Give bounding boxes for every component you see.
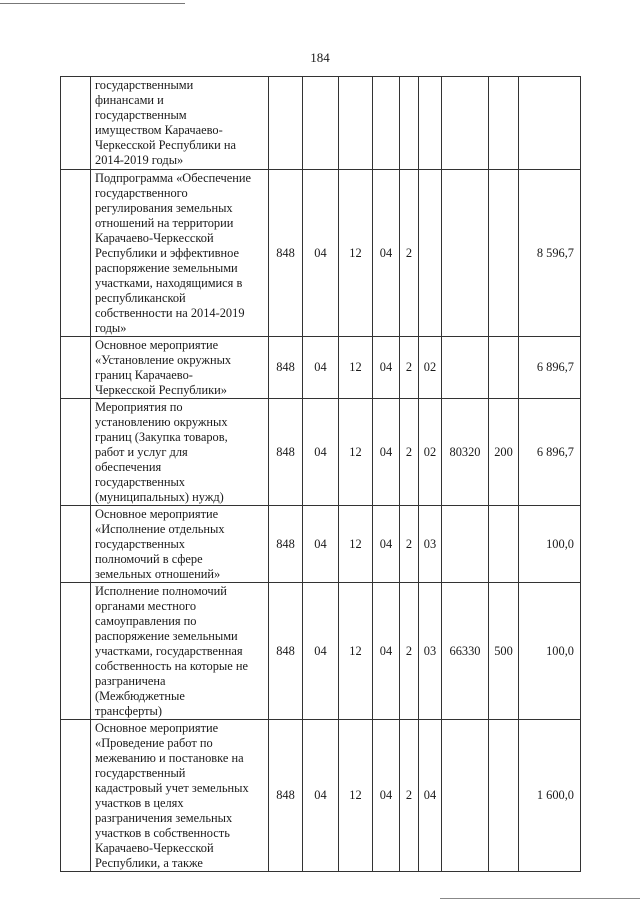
ministry-code-cell: 848 xyxy=(269,583,303,720)
program-name-cell: Основное мероприятие «Исполнение отдельных государственных полномочий в сфере земельных отношений» xyxy=(91,506,269,583)
amount-cell: 1 600,0 xyxy=(519,720,581,872)
ministry-code-cell: 848 xyxy=(269,170,303,337)
row-number-cell xyxy=(61,583,91,720)
expense-type-cell: 200 xyxy=(489,399,519,506)
ministry-code-cell: 848 xyxy=(269,720,303,872)
target-article-program-cell: 04 xyxy=(373,399,400,506)
target-article-subprogram-cell: 2 xyxy=(400,399,419,506)
program-name-cell: государственными финансами и государственным имуществом Карачаево- Черкесской Республики на 2014-2019 годы» xyxy=(91,77,269,170)
subsection-code-cell xyxy=(339,77,373,170)
table-row xyxy=(61,399,581,506)
table-row xyxy=(61,337,581,399)
section-code-cell xyxy=(303,77,339,170)
row-number-cell xyxy=(61,337,91,399)
table-row xyxy=(61,506,581,583)
target-article-subprogram-cell: 2 xyxy=(400,506,419,583)
target-article-program-cell xyxy=(373,77,400,170)
section-code-cell: 04 xyxy=(303,720,339,872)
target-article-direction-cell xyxy=(442,506,489,583)
subsection-code-cell: 12 xyxy=(339,170,373,337)
section-code-cell: 04 xyxy=(303,399,339,506)
table-row xyxy=(61,583,581,720)
program-name-cell: Исполнение полномочий органами местного самоуправления по распоряжение земельными участками, государственная собственность на которые не разграничена (Межбюджетные трансферты) xyxy=(91,583,269,720)
program-name-cell: Основное мероприятие «Установление окружных границ Карачаево- Черкесской Республики» xyxy=(91,337,269,399)
row-number-cell xyxy=(61,720,91,872)
program-name-cell: Основное мероприятие «Проведение работ по межеванию и постановке на государственный кадастровый учет земельных участков в целях разграничения земельных участков в собственность Карачаево-Черкесской Республики, а также xyxy=(91,720,269,872)
target-article-activity-cell: 03 xyxy=(419,506,442,583)
expense-type-cell xyxy=(489,170,519,337)
target-article-subprogram-cell: 2 xyxy=(400,337,419,399)
section-code-cell: 04 xyxy=(303,337,339,399)
section-code-cell: 04 xyxy=(303,506,339,583)
amount-cell: 6 896,7 xyxy=(519,399,581,506)
subsection-code-cell: 12 xyxy=(339,399,373,506)
target-article-activity-cell: 03 xyxy=(419,583,442,720)
subsection-code-cell: 12 xyxy=(339,506,373,583)
target-article-activity-cell xyxy=(419,170,442,337)
page-number: 184 xyxy=(310,50,330,65)
target-article-program-cell: 04 xyxy=(373,337,400,399)
amount-cell: 6 896,7 xyxy=(519,337,581,399)
target-article-activity-cell: 04 xyxy=(419,720,442,872)
subsection-code-cell: 12 xyxy=(339,583,373,720)
target-article-program-cell: 04 xyxy=(373,506,400,583)
subsection-code-cell: 12 xyxy=(339,720,373,872)
target-article-direction-cell xyxy=(442,77,489,170)
section-code-cell: 04 xyxy=(303,170,339,337)
amount-cell: 100,0 xyxy=(519,583,581,720)
target-article-direction-cell: 66330 xyxy=(442,583,489,720)
expense-type-cell: 500 xyxy=(489,583,519,720)
program-name-cell: Подпрограмма «Обеспечение государственного регулирования земельных отношений на территории Карачаево-Черкесской Республики и эффективное распоряжение земельными участками, находящимися в республиканской собственности на 2014-2019 годы» xyxy=(91,170,269,337)
table-row xyxy=(61,720,581,872)
program-name-cell: Мероприятия по установлению окружных границ (Закупка товаров, работ и услуг для обеспечения государственных (муниципальных) нужд) xyxy=(91,399,269,506)
scan-edge-mark-top xyxy=(0,3,185,4)
table-row xyxy=(61,77,581,170)
target-article-activity-cell xyxy=(419,77,442,170)
row-number-cell xyxy=(61,170,91,337)
ministry-code-cell: 848 xyxy=(269,399,303,506)
expense-type-cell xyxy=(489,506,519,583)
target-article-program-cell: 04 xyxy=(373,583,400,720)
amount-cell: 100,0 xyxy=(519,506,581,583)
subsection-code-cell: 12 xyxy=(339,337,373,399)
ministry-code-cell: 848 xyxy=(269,337,303,399)
row-number-cell xyxy=(61,77,91,170)
target-article-subprogram-cell: 2 xyxy=(400,170,419,337)
row-number-cell xyxy=(61,506,91,583)
amount-cell xyxy=(519,77,581,170)
target-article-direction-cell xyxy=(442,337,489,399)
target-article-program-cell: 04 xyxy=(373,170,400,337)
target-article-subprogram-cell: 2 xyxy=(400,720,419,872)
target-article-direction-cell xyxy=(442,720,489,872)
table-row xyxy=(61,170,581,337)
target-article-direction-cell: 80320 xyxy=(442,399,489,506)
expense-type-cell xyxy=(489,337,519,399)
target-article-activity-cell: 02 xyxy=(419,337,442,399)
target-article-activity-cell: 02 xyxy=(419,399,442,506)
target-article-direction-cell xyxy=(442,170,489,337)
amount-cell: 8 596,7 xyxy=(519,170,581,337)
expense-type-cell xyxy=(489,77,519,170)
target-article-subprogram-cell xyxy=(400,77,419,170)
ministry-code-cell xyxy=(269,77,303,170)
target-article-subprogram-cell: 2 xyxy=(400,583,419,720)
budget-table xyxy=(60,76,581,872)
scan-edge-mark-bottom xyxy=(440,898,640,899)
expense-type-cell xyxy=(489,720,519,872)
row-number-cell xyxy=(61,399,91,506)
ministry-code-cell: 848 xyxy=(269,506,303,583)
section-code-cell: 04 xyxy=(303,583,339,720)
target-article-program-cell: 04 xyxy=(373,720,400,872)
